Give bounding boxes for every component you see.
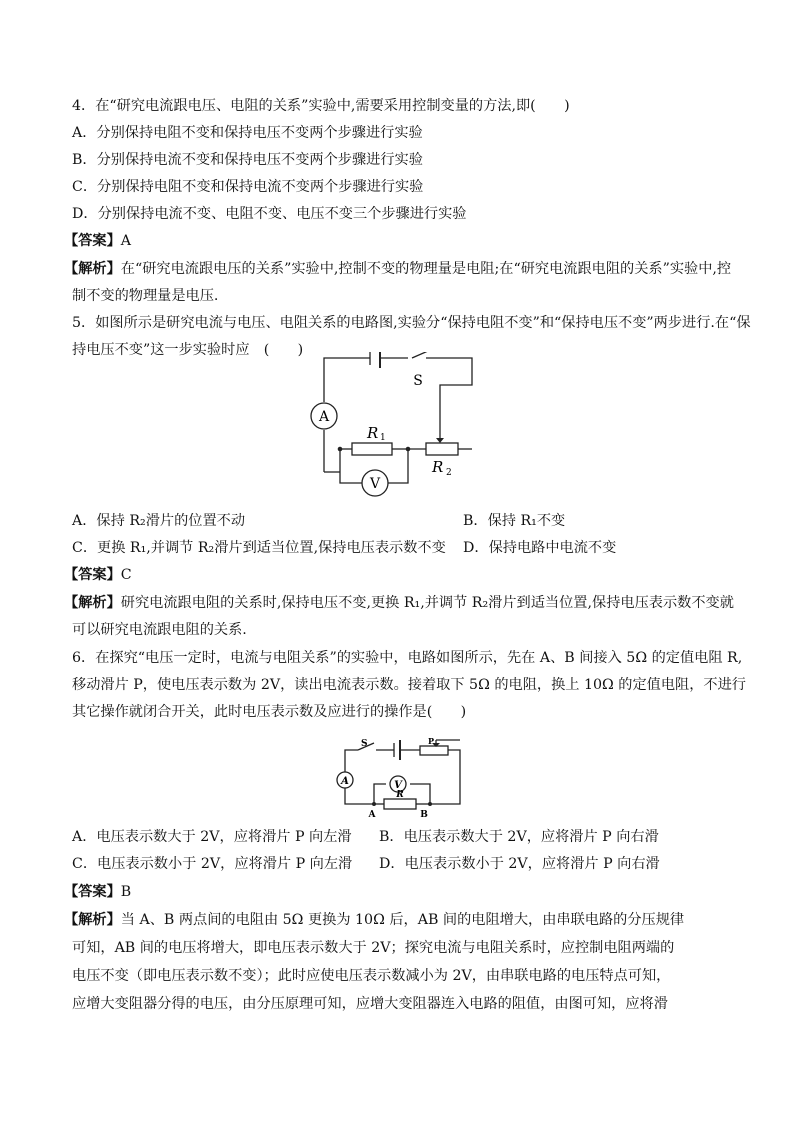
- r2-subscript: 2: [446, 468, 452, 478]
- q5-option-a: A．保持 R₂滑片的位置不动: [72, 513, 246, 529]
- analysis-tag: 【解析】: [64, 595, 121, 611]
- q6-answer: [64, 882, 131, 902]
- ammeter-label: A: [341, 776, 349, 787]
- answer-tag: 【答案】: [64, 233, 121, 249]
- q6-option-b: B．电压表示数大于 2V，应将滑片 P 向右滑: [379, 829, 659, 845]
- slider-label: P: [428, 736, 435, 746]
- r1-subscript: 1: [380, 433, 386, 443]
- answer-value: C: [120, 567, 132, 583]
- q6-option-c: C．电压表示数小于 2V，应将滑片 P 向左滑: [72, 856, 353, 872]
- analysis-tag: 【解析】: [64, 912, 121, 928]
- q6-analysis-line-4: 应增大变阻器分得的电压，由分压原理可知，应增大变阻器连入电路的阻值，由图可知，应将滑: [72, 996, 668, 1012]
- point-a-label: A: [368, 810, 376, 820]
- analysis-text: 研究电流跟电阻的关系时,保持电压不变,更换 R₁,并调节 R₂滑片到适当位置,保持电压表示数不变就: [120, 595, 734, 611]
- q6-stem-line-2: 移动滑片 P，使电压表示数为 2V，读出电流表示数。接着取下 5Ω 的电阻，换上 10Ω 的定值电阻，不进行: [72, 677, 746, 693]
- q5-circuit-diagram: [300, 352, 500, 500]
- analysis-text: 当 A、B 两点间的电阻由 5Ω 更换为 10Ω 后，AB 间的电阻增大，由串联电路的分压规律: [120, 912, 685, 928]
- r1-label: R: [367, 424, 379, 442]
- q4-option-b: B．分别保持电流不变和保持电压不变两个步骤进行实验: [72, 152, 423, 168]
- q5-option-c: C．更换 R₁,并调节 R₂滑片到适当位置,保持电压表示数不变: [72, 540, 446, 556]
- q4-option-d: D．分别保持电流不变、电阻不变、电压不变三个步骤进行实验: [72, 206, 467, 222]
- analysis-tag: 【解析】: [64, 261, 121, 277]
- q6-circuit-diagram: [328, 736, 468, 820]
- q6-circuit-figure: [328, 736, 468, 820]
- switch-label: S: [361, 739, 368, 749]
- switch-label: S: [413, 373, 423, 389]
- q6-stem-line-3: 其它操作就闭合开关，此时电压表示数及应进行的操作是( ): [72, 704, 467, 720]
- voltmeter-label: V: [369, 476, 381, 492]
- q5-stem-line-2: 持电压不变”这一步实验时应 ( ): [72, 342, 304, 358]
- q6-option-a: A．电压表示数大于 2V，应将滑片 P 向左滑: [72, 829, 352, 845]
- q6-option-d: D．电压表示数小于 2V，应将滑片 P 向右滑: [379, 856, 660, 872]
- q4-option-a: A．分别保持电阻不变和保持电压不变两个步骤进行实验: [72, 125, 423, 141]
- q5-analysis-line-1: [64, 593, 734, 613]
- q6-analysis-line-2: 可知，AB 间的电压将增大，即电压表示数大于 2V；探究电流与电阻关系时，应控制电阻两端的: [72, 940, 675, 956]
- point-b-label: B: [420, 810, 428, 820]
- q5-analysis-line-2: 可以研究电流跟电阻的关系.: [72, 622, 247, 638]
- q5-option-d: D．保持电路中电流不变: [463, 540, 617, 556]
- answer-value: B: [120, 884, 132, 900]
- q6-analysis-line-1: [64, 910, 684, 930]
- q6-stem-line-1: 6．在探究“电压一定时，电流与电阻关系”的实验中，电路如图所示，先在 A、B 间接入 5Ω 的定值电阻 R,: [72, 650, 743, 666]
- q5-stem-line-1: 5．如图所示是研究电流与电压、电阻关系的电路图,实验分“保持电阻不变”和“保持电压不变”两步进行.在“保: [72, 315, 751, 331]
- q5-circuit-figure: [300, 352, 500, 500]
- answer-value: A: [120, 233, 132, 249]
- resistor-label: R: [396, 790, 404, 800]
- q4-option-c: C．分别保持电阻不变和保持电流不变两个步骤进行实验: [72, 179, 424, 195]
- q4-answer: [64, 231, 131, 251]
- q4-analysis-line-2: 制不变的物理量是电压.: [72, 288, 219, 304]
- answer-tag: 【答案】: [64, 567, 121, 583]
- r2-label: R: [432, 458, 444, 476]
- q4-analysis-line-1: [64, 259, 731, 279]
- analysis-text: 在“研究电流跟电压的关系”实验中,控制不变的物理量是电阻;在“研究电流跟电阻的关系”实验中,控: [120, 261, 732, 277]
- q6-analysis-line-3: 电压不变（即电压表示数不变）；此时应使电压表示数减小为 2V，由串联电路的电压特点可知，: [72, 968, 671, 984]
- q4-stem: 4．在“研究电流跟电压、电阻的关系”实验中,需要采用控制变量的方法,即( ): [72, 98, 570, 114]
- answer-tag: 【答案】: [64, 884, 121, 900]
- q5-option-b: B．保持 R₁不变: [463, 513, 566, 529]
- voltmeter-label: V: [394, 780, 402, 791]
- q5-answer: [64, 565, 132, 585]
- ammeter-label: A: [318, 409, 330, 425]
